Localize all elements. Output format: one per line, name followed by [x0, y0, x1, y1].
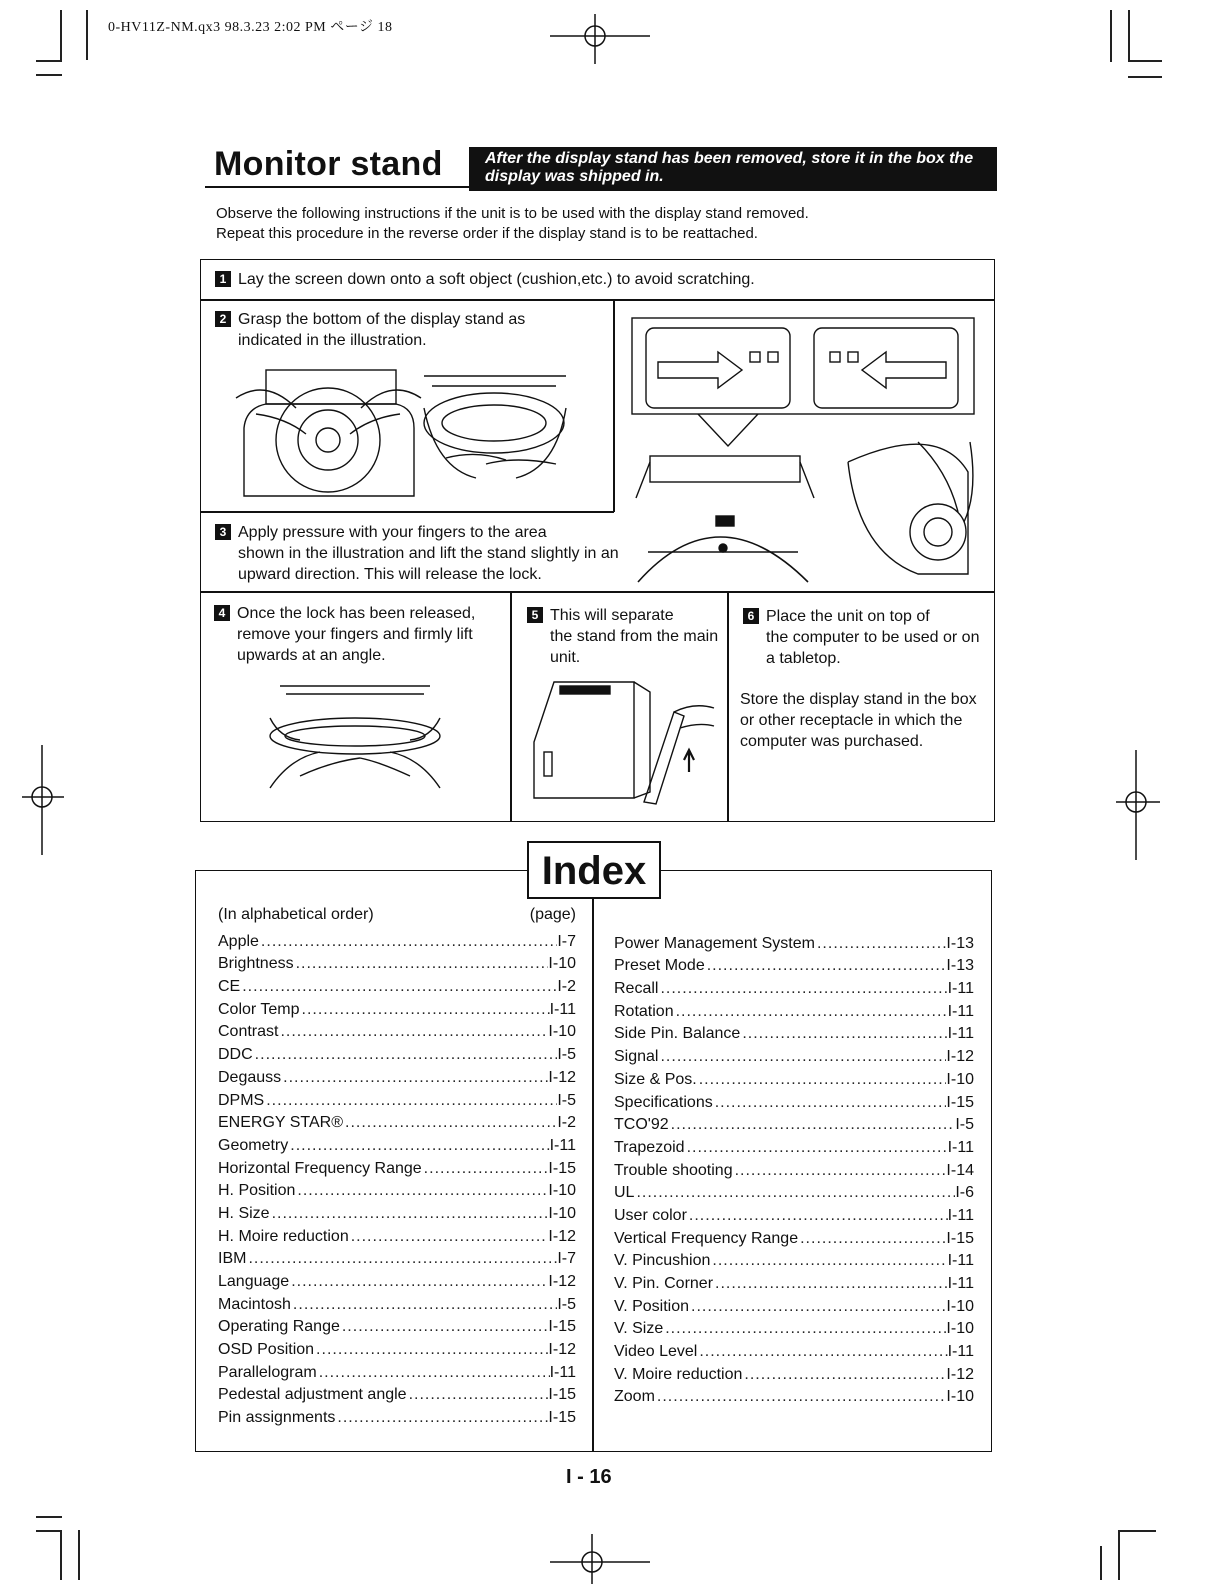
index-entry: [614, 930, 974, 953]
index-page: I-11: [947, 1025, 974, 1043]
dot-leader: [255, 1046, 558, 1064]
index-entry: [218, 1200, 576, 1223]
crop-mark: [1100, 1546, 1102, 1580]
dot-leader: [290, 1137, 549, 1155]
index-term: Rotation: [614, 1002, 674, 1020]
index-entry: [614, 998, 974, 1021]
crop-mark: [86, 10, 88, 60]
index-term: IBM: [218, 1250, 247, 1268]
index-page: I-12: [946, 1048, 974, 1066]
dot-leader: [687, 1139, 948, 1157]
index-term: V. Pin. Corner: [614, 1275, 714, 1292]
index-term: Degauss: [218, 1068, 282, 1086]
crop-mark: [1118, 1530, 1156, 1532]
divider: [727, 591, 729, 822]
index-page: I-11: [549, 1136, 576, 1154]
index-header-row: [218, 906, 576, 928]
index-entry: [614, 953, 974, 976]
index-entry: [218, 1155, 576, 1178]
index-page: I-14: [946, 1161, 974, 1179]
index-entry: [218, 996, 576, 1019]
index-page: I-5: [955, 1116, 974, 1134]
crop-mark: [1110, 10, 1112, 62]
dot-leader: [248, 1250, 557, 1268]
dot-leader: [657, 1388, 947, 1406]
index-page: I-11: [947, 1343, 974, 1361]
index-entry: [614, 1112, 974, 1135]
index-page: I-2: [557, 1114, 576, 1132]
dot-leader: [715, 1094, 947, 1112]
dot-leader: [689, 1207, 948, 1225]
index-page: I-15: [548, 1386, 576, 1404]
index-term: Parallelogram: [218, 1363, 317, 1381]
index-term: Trouble shooting: [614, 1161, 733, 1179]
intro-text: [216, 204, 809, 244]
separate-stand-illustration: [524, 672, 714, 802]
index-entry: [218, 1314, 576, 1337]
dot-leader: [735, 1162, 947, 1180]
index-page: I-5: [557, 1295, 576, 1313]
index-page: I-5: [557, 1091, 576, 1109]
index-page: I-11: [947, 1138, 974, 1156]
index-entry: [614, 1270, 974, 1293]
index-entry: [614, 1225, 974, 1248]
crop-mark: [78, 1530, 80, 1580]
index-page: I-12: [548, 1273, 576, 1290]
index-term: Color Temp: [218, 1000, 300, 1018]
index-entry: [614, 1134, 974, 1157]
dot-leader: [742, 1025, 947, 1043]
dot-leader: [409, 1386, 549, 1404]
index-term: V. Size: [614, 1320, 664, 1338]
step-6: [743, 606, 988, 669]
index-term: DDC: [218, 1046, 253, 1064]
index-term: Preset Mode: [614, 957, 705, 975]
index-entry: [614, 1021, 974, 1044]
intro-line-1: Observe the following instructions if the unit is to be used with the display stand removed.: [216, 205, 809, 222]
divider: [200, 299, 995, 301]
crop-mark: [36, 60, 62, 62]
step-number: 5: [527, 607, 543, 623]
step-text: Apply pressure with your fingers to the area: [238, 524, 547, 541]
index-page: I-11: [947, 980, 974, 998]
index-entry: [614, 1202, 974, 1225]
index-term: Macintosh: [218, 1295, 291, 1313]
index-page: I-15: [946, 1093, 974, 1111]
step-text: Place the unit on top of: [766, 608, 930, 625]
dot-leader: [302, 1001, 550, 1019]
index-entry: [218, 951, 576, 974]
step-number: 2: [215, 311, 231, 327]
step-text-cont: remove your fingers and firmly lift upwards at an angle.: [237, 626, 473, 664]
step-4: [214, 603, 514, 666]
index-term: V. Position: [614, 1297, 690, 1315]
index-page: I-2: [557, 978, 576, 996]
step-number: 4: [214, 605, 230, 621]
index-entry: [218, 928, 576, 951]
step-3: [215, 522, 635, 585]
dot-leader: [712, 1252, 947, 1270]
index-term: Zoom: [614, 1388, 655, 1406]
dot-leader: [261, 933, 557, 951]
dot-leader: [266, 1092, 557, 1110]
index-term: UL: [614, 1184, 635, 1202]
index-term: Pedestal adjustment angle: [218, 1386, 407, 1404]
index-term: Apple: [218, 932, 259, 950]
dot-leader: [424, 1160, 549, 1178]
index-entry: [218, 1132, 576, 1155]
step-number: 1: [215, 271, 231, 287]
step-1: [215, 269, 755, 290]
registration-mark-bottom: [540, 1534, 660, 1584]
index-entry: [614, 1248, 974, 1271]
index-term: Signal: [614, 1048, 659, 1066]
divider: [200, 511, 614, 513]
index-entry: [614, 1316, 974, 1339]
dot-leader: [800, 1230, 946, 1248]
index-left-list: [218, 928, 576, 1427]
index-entry: [614, 1089, 974, 1112]
dot-leader: [636, 1184, 955, 1202]
dot-leader: [744, 1366, 946, 1384]
index-column-divider: [592, 870, 594, 1452]
registration-mark-right: [1116, 750, 1166, 860]
index-term: H. Position: [218, 1182, 296, 1200]
dot-leader: [291, 1273, 548, 1291]
index-term: V. Pincushion: [614, 1252, 711, 1270]
store-note: Store the display stand in the box or other receptacle in which the computer was purchased.: [740, 691, 977, 750]
title-underline: [205, 186, 469, 188]
index-term: Horizontal Frequency Range: [218, 1159, 422, 1177]
divider: [200, 591, 995, 593]
step-text: Grasp the bottom of the display stand as: [238, 311, 526, 328]
step-text: Lay the screen down onto a soft object (cushion,etc.) to avoid scratching.: [238, 271, 755, 288]
dot-leader: [280, 1023, 548, 1041]
step-text-cont: the stand from the main unit.: [550, 628, 719, 666]
dot-leader: [319, 1364, 550, 1382]
step-text-cont: indicated in the illustration.: [238, 332, 427, 349]
index-term: Geometry: [218, 1136, 289, 1154]
index-page: I-6: [955, 1184, 974, 1202]
index-page: I-11: [549, 1000, 576, 1018]
dot-leader: [342, 1318, 549, 1336]
dot-leader: [272, 1205, 549, 1223]
index-term: Specifications: [614, 1093, 713, 1111]
index-term: Power Management System: [614, 934, 815, 952]
index-term: Vertical Frequency Range: [614, 1229, 799, 1247]
crop-mark: [36, 1516, 62, 1518]
crop-mark: [36, 1530, 62, 1532]
index-term: Pin assignments: [218, 1409, 336, 1427]
index-term: CE: [218, 978, 241, 996]
index-term: Operating Range: [218, 1318, 340, 1336]
dot-leader: [660, 1048, 946, 1066]
index-entry: [218, 1382, 576, 1405]
index-page: I-10: [548, 1204, 576, 1222]
page-number: I - 16: [566, 1466, 612, 1488]
index-page: I-10: [946, 1388, 974, 1406]
index-entry: [614, 1180, 974, 1203]
index-right-list: [614, 930, 974, 1406]
index-page: I-10: [548, 955, 576, 973]
index-entry: [614, 1384, 974, 1407]
index-entry: [218, 1268, 576, 1291]
step-text-cont: the computer to be used or on a tabletop.: [766, 629, 980, 667]
index-entry: [218, 1291, 576, 1314]
intro-line-2: Repeat this procedure in the reverse order if the display stand is to be reattached.: [216, 225, 758, 242]
dot-leader: [297, 1182, 548, 1200]
index-entry: [218, 1223, 576, 1246]
index-entry: [218, 1087, 576, 1110]
step-number: 6: [743, 608, 759, 624]
index-entry: [218, 1359, 576, 1382]
dot-leader: [665, 1320, 946, 1338]
index-term: User color: [614, 1206, 687, 1224]
index-term: ENERGY STAR®: [218, 1114, 343, 1132]
crop-mark: [60, 10, 62, 62]
dot-leader: [715, 1275, 948, 1293]
dot-leader: [351, 1228, 549, 1246]
index-term: Side Pin. Balance: [614, 1025, 741, 1043]
index-entry: [218, 1064, 576, 1087]
dot-leader: [707, 957, 947, 975]
index-entry: [614, 1293, 974, 1316]
index-term: H. Size: [218, 1204, 270, 1222]
index-term: Recall: [614, 980, 659, 998]
index-page: I-10: [946, 1297, 974, 1315]
section-title: Monitor stand: [214, 145, 443, 183]
index-entry: [614, 1157, 974, 1180]
crop-mark: [1128, 10, 1130, 62]
crop-mark: [60, 1530, 62, 1580]
index-entry: [218, 1336, 576, 1359]
index-page: I-7: [557, 1250, 576, 1268]
dot-leader: [660, 980, 947, 998]
step-2: [215, 309, 605, 351]
index-page: I-10: [946, 1320, 974, 1338]
index-title: Index: [527, 841, 661, 899]
step-number: 3: [215, 524, 231, 540]
index-entry: [614, 1066, 974, 1089]
dot-leader: [283, 1069, 548, 1087]
index-page: I-12: [548, 1227, 576, 1245]
index-page: I-11: [947, 1206, 974, 1224]
step-5: [527, 605, 722, 668]
index-page: I-5: [557, 1046, 576, 1064]
index-term: Video Level: [614, 1343, 698, 1361]
dot-leader: [676, 1003, 948, 1021]
index-entry: [218, 1110, 576, 1133]
index-page: I-12: [548, 1068, 576, 1086]
index-page: I-12: [548, 1341, 576, 1359]
index-term: V. Moire reduction: [614, 1365, 743, 1383]
registration-mark-left: [14, 745, 64, 855]
index-entry: [218, 1041, 576, 1064]
grasp-stand-illustration: [236, 368, 596, 508]
index-page: I-11: [947, 1275, 974, 1292]
crop-mark: [1128, 76, 1162, 78]
index-entry: [614, 975, 974, 998]
dot-leader: [817, 935, 946, 953]
index-page: I-7: [557, 932, 576, 950]
dot-leader: [345, 1114, 557, 1132]
index-page: I-13: [946, 957, 974, 975]
index-term: Trapezoid: [614, 1138, 685, 1156]
index-entry: [218, 1404, 576, 1427]
index-right-column: [614, 930, 974, 1406]
index-page: I-10: [548, 1182, 576, 1200]
index-term: Contrast: [218, 1023, 279, 1041]
index-page: I-15: [548, 1409, 576, 1427]
index-entry: [614, 1338, 974, 1361]
index-page: I-11: [549, 1363, 576, 1381]
index-page: I-11: [947, 1252, 974, 1270]
dot-leader: [296, 955, 549, 973]
order-label: (In alphabetical order): [218, 906, 374, 923]
index-entry: [218, 1178, 576, 1201]
index-term: Brightness: [218, 955, 294, 973]
dot-leader: [316, 1341, 548, 1359]
index-page: I-10: [946, 1070, 974, 1088]
index-entry: [614, 1361, 974, 1384]
step-text: This will separate: [550, 607, 674, 624]
index-left-column: [218, 906, 576, 1427]
index-page: I-11: [947, 1002, 974, 1020]
index-page: I-13: [946, 934, 974, 952]
index-page: I-12: [946, 1365, 974, 1383]
dot-leader: [699, 1071, 947, 1089]
index-term: OSD Position: [218, 1341, 315, 1359]
dot-leader: [691, 1298, 946, 1316]
index-term: H. Moire reduction: [218, 1227, 349, 1245]
crop-mark: [1128, 60, 1162, 62]
page-label: (page): [529, 906, 576, 923]
index-term: Size & Pos.: [614, 1070, 697, 1088]
dot-leader: [671, 1116, 956, 1134]
divider: [613, 299, 615, 512]
storage-banner: After the display stand has been removed, store it in the box the display was shipped in.: [469, 147, 997, 191]
crop-mark: [1118, 1530, 1120, 1580]
dot-leader: [293, 1296, 557, 1314]
registration-mark-top: [540, 14, 660, 64]
index-term: TCO'92: [614, 1116, 669, 1134]
index-term: Language: [218, 1273, 290, 1290]
index-entry: [218, 1019, 576, 1042]
index-term: DPMS: [218, 1091, 265, 1109]
lock-release-illustration: [618, 312, 988, 582]
dot-leader: [699, 1343, 947, 1361]
dot-leader: [242, 978, 557, 996]
crop-mark: [36, 74, 62, 76]
index-page: I-15: [548, 1318, 576, 1336]
index-entry: [218, 1246, 576, 1269]
step-text: Once the lock has been released,: [237, 605, 476, 622]
index-page: I-10: [548, 1023, 576, 1041]
index-entry: [614, 1043, 974, 1066]
index-page: I-15: [548, 1159, 576, 1177]
index-entry: [218, 973, 576, 996]
index-page: I-15: [946, 1229, 974, 1247]
print-slug: 0-HV11Z-NM.qx3 98.3.23 2:02 PM ページ 18: [108, 20, 393, 35]
lift-stand-illustration: [260, 678, 450, 793]
dot-leader: [337, 1409, 548, 1427]
step-text-cont: shown in the illustration and lift the stand slightly in an upward direction. This will release the lock.: [238, 545, 619, 583]
